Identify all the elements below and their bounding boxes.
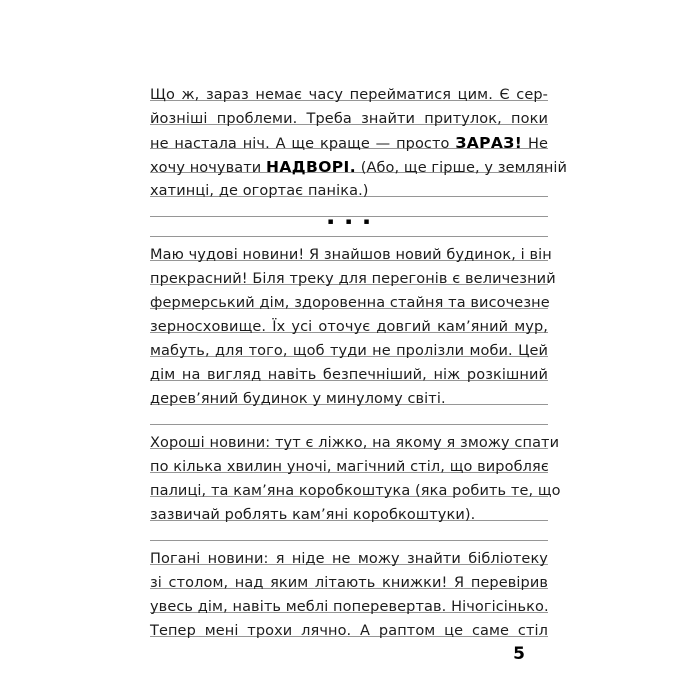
text-line <box>150 473 561 499</box>
rule-line <box>150 521 548 541</box>
text-segment: Не <box>522 136 549 152</box>
text-segment: Тепер мені трохи лячно. А раптом це саме стіл <box>150 623 548 639</box>
text-line <box>150 101 548 125</box>
text-line <box>150 309 548 333</box>
text-line <box>150 357 548 381</box>
text-line <box>150 613 548 637</box>
text-segment: по кілька хвилин уночі, магічний стіл, що виробляє <box>150 459 549 475</box>
text-segment: прекрасний! Біля треку для перегонів є величезний <box>150 271 556 287</box>
text-segment: йозніші проблеми. Треба знайти притулок, поки <box>150 111 548 127</box>
text-segment: хочу ночувати <box>150 160 267 176</box>
page-number: 5 <box>513 644 525 664</box>
text-segment: фермерський дім, здоровенна стайня та височезне <box>150 295 550 311</box>
text-segment: (Або, ще гірше, у земляній <box>356 160 568 176</box>
text-line <box>150 565 548 589</box>
text-line <box>150 261 556 287</box>
text-line <box>150 541 548 565</box>
text-segment: дерев’яний будинок у минулому світі. <box>150 391 446 407</box>
rule-line <box>150 197 548 217</box>
text-line <box>150 77 548 101</box>
text-line <box>150 173 548 197</box>
text-line <box>150 449 548 473</box>
text-segment: Маю чудові новини! Я знайшов новий будинок, і він <box>150 247 552 263</box>
text-segment: Що ж, зараз немає часу перейматися цим. Є сер- <box>150 87 548 103</box>
text-segment: зазвичай роблять кам’яні коробкоштуки). <box>150 507 476 523</box>
text-segment: мабуть, для того, щоб туди не пролізли моби. Цей <box>150 343 548 359</box>
diary-text-block <box>150 77 568 639</box>
text-segment: зі столом, над яким літають книжки! Я перевірив <box>150 575 548 591</box>
text-line <box>150 589 548 613</box>
emphasis-text: ЗАРАЗ! <box>455 134 523 152</box>
text-line <box>150 425 560 451</box>
rule-line <box>150 405 548 425</box>
text-line <box>150 333 548 357</box>
text-segment: палиці, та кам’яна коробкоштука (яка робить те, що <box>150 483 561 499</box>
text-segment: хатинці, де огортає паніка.) <box>150 183 369 199</box>
dots-separator <box>150 217 548 237</box>
text-segment: Погані новини: я ніде не можу знайти бібліотеку <box>150 551 548 567</box>
text-line <box>150 381 548 405</box>
dots-separator-glyph: ▪ ▪ ▪ <box>327 217 371 227</box>
text-segment: зерносховище. Їх усі оточує довгий кам’яний мур, <box>150 319 548 335</box>
text-segment: увесь дім, навіть меблі поперевертав. Нічогісінько. <box>150 599 549 615</box>
text-segment: не настала ніч. А ще краще — просто <box>150 136 456 152</box>
text-segment: дім на вигляд навіть безпечніший, ніж розкішний <box>150 367 548 383</box>
text-line <box>150 237 552 263</box>
text-line <box>150 497 548 521</box>
text-line <box>150 149 568 176</box>
text-line <box>150 125 549 152</box>
text-segment: Хороші новини: тут є ліжко, на якому я зможу спати <box>150 435 560 451</box>
text-line <box>150 285 548 309</box>
emphasis-text: НАДВОРІ. <box>266 158 357 176</box>
